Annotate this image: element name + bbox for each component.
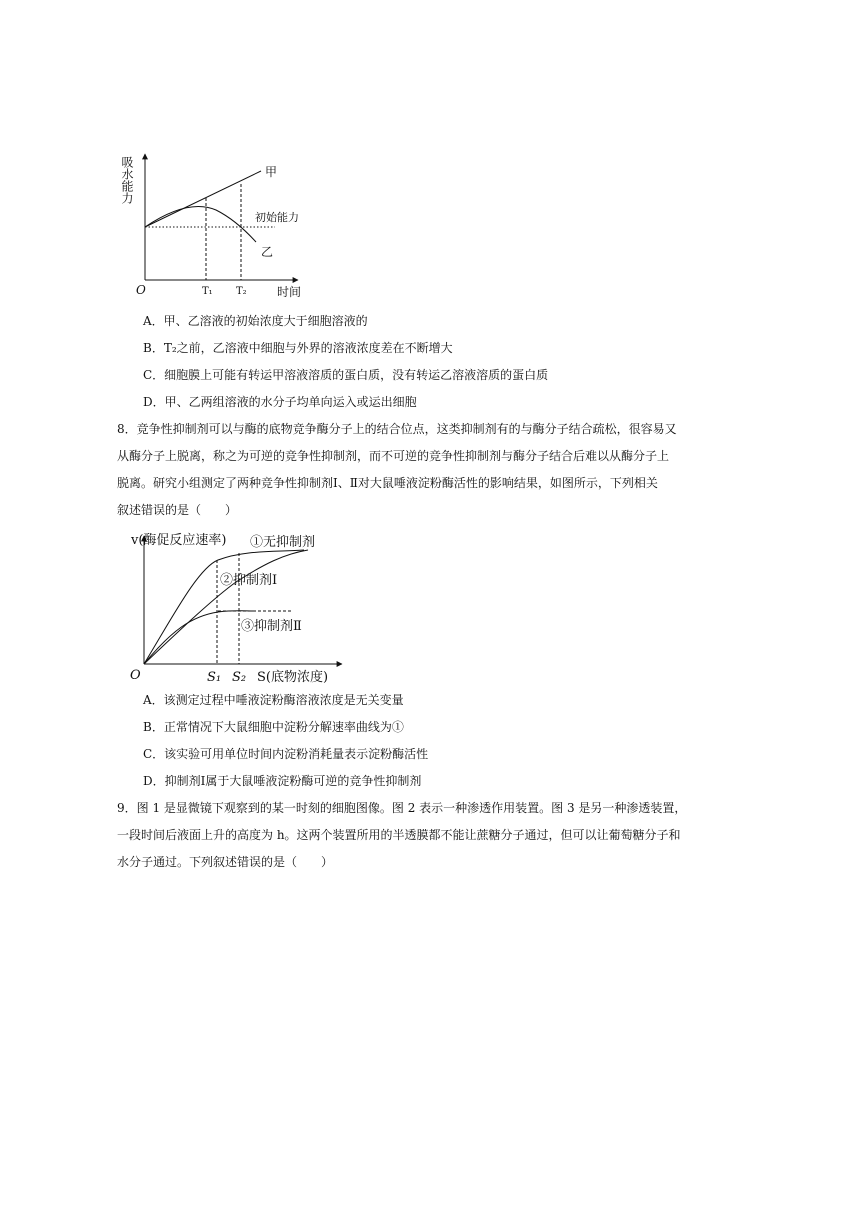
q8-line-2: 从酶分子上脱离，称之为可逆的竞争性抑制剂，而不可逆的竞争性抑制剂与酶分子结合后难以从酶分子上 xyxy=(117,449,670,463)
q9-line-1: 9．图 1 是显微镜下观察到的某一时刻的细胞图像。图 2 表示一种渗透作用装置。图 3 是另一种渗透装置， xyxy=(117,801,687,815)
x-axis-label: S(底物浓度) xyxy=(257,670,329,685)
line-jia-label: 甲 xyxy=(265,165,278,179)
q8-option-d: D．抑制剂Ⅰ属于大鼠唾液淀粉酶可逆的竞争性抑制剂 xyxy=(143,774,422,788)
curve-yi xyxy=(145,206,256,242)
t2-label: T₂ xyxy=(236,286,247,297)
q8-option-a: A．该测定过程中唾液淀粉酶溶液浓度是无关变量 xyxy=(143,693,404,707)
curve3-label: ③抑制剂Ⅱ xyxy=(241,619,302,634)
initial-label: 初始能力 xyxy=(255,211,299,224)
q9-line-3: 水分子通过。下列叙述错误的是（ ） xyxy=(117,855,334,869)
q7-option-a: A．甲、乙溶液的初始浓度大于细胞溶液的 xyxy=(143,314,368,328)
q7-option-b: B．T₂之前，乙溶液中细胞与外界的溶液浓度差在不断增大 xyxy=(143,341,453,355)
x-axis-label: 时间 xyxy=(277,285,302,299)
s1-label: S₁ xyxy=(207,670,222,685)
curve-inhibitor-1 xyxy=(144,550,308,664)
curve-inhibitor-2 xyxy=(144,611,254,664)
q8-line-1: 8．竞争性抑制剂可以与酶的底物竞争酶分子上的结合位点，这类抑制剂有的与酶分子结合疏松，很容易又 xyxy=(117,422,677,436)
q8-option-b: B．正常情况下大鼠细胞中淀粉分解速率曲线为① xyxy=(143,720,404,734)
t1-label: T₁ xyxy=(202,286,213,297)
q8-option-c: C．该实验可用单位时间内淀粉消耗量表示淀粉酶活性 xyxy=(143,747,429,761)
origin-label: O xyxy=(130,668,141,683)
curve-yi-label: 乙 xyxy=(261,245,274,259)
curve-no-inhibitor xyxy=(144,550,304,664)
q7-option-d: D．甲、乙两组溶液的水分子均单向运入或运出细胞 xyxy=(143,395,417,409)
q8-line-4: 叙述错误的是（ ） xyxy=(117,503,238,517)
figure-enzyme-rate xyxy=(124,526,364,686)
q7-option-c: C．细胞膜上可能有转运甲溶液溶质的蛋白质，没有转运乙溶液溶质的蛋白质 xyxy=(143,368,549,382)
q8-line-3: 脱离。研究小组测定了两种竞争性抑制剂Ⅰ、Ⅱ对大鼠唾液淀粉酶活性的影响结果，如图所示，下列相关 xyxy=(117,476,658,490)
line-jia xyxy=(145,171,261,227)
curve1-label: ①无抑制剂 xyxy=(250,535,316,550)
s2-label: S₂ xyxy=(232,670,247,685)
y-axis-label: 吸水能力 xyxy=(120,156,134,204)
y-axis-label: v(酶促反应速率) xyxy=(131,533,227,548)
origin-label: O xyxy=(136,283,146,297)
curve2-label: ②抑制剂Ⅰ xyxy=(220,573,278,588)
figure-water-absorption xyxy=(118,148,318,300)
q9-line-2: 一段时间后液面上升的高度为 h。这两个装置所用的半透膜都不能让蔗糖分子通过，但可以让葡萄糖分子和 xyxy=(117,828,681,842)
